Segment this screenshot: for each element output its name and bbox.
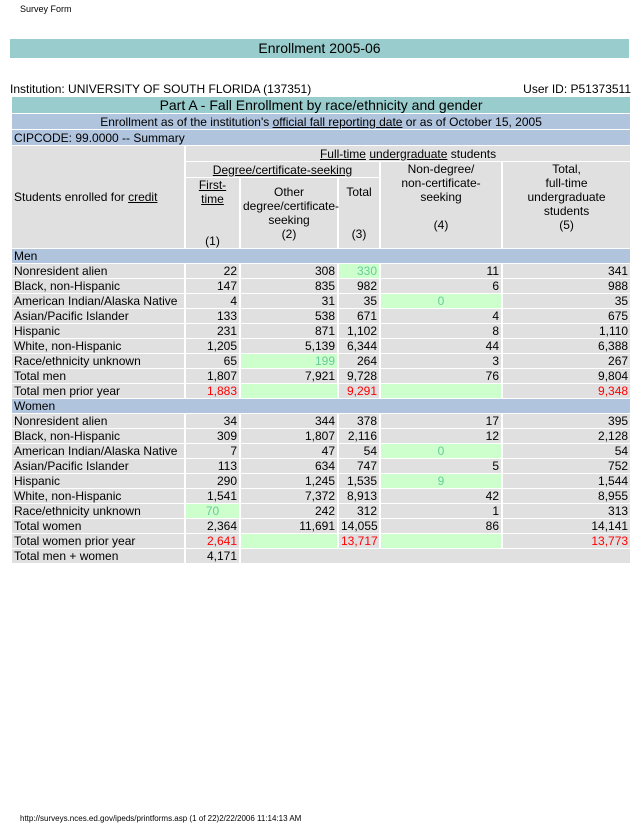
row-label: Asian/Pacific Islander bbox=[12, 459, 184, 473]
first-time-cell: 70 bbox=[186, 504, 239, 518]
grand-total-cell: 313 bbox=[503, 504, 630, 518]
other-cell-empty bbox=[241, 534, 337, 548]
tot-line3: undergraduate students bbox=[527, 190, 606, 218]
grand-total-cell: 8,955 bbox=[503, 489, 630, 503]
grand-total-cell: 341 bbox=[503, 264, 630, 278]
total-cell: 35 bbox=[339, 294, 379, 308]
row-label: Race/ethnicity unknown bbox=[12, 504, 184, 518]
first-time-cell: 4,171 bbox=[186, 549, 239, 563]
nondegree-cell: 5 bbox=[381, 459, 501, 473]
degree-seeking-link[interactable]: Degree/certificate-seeking bbox=[212, 162, 353, 177]
table-row bbox=[12, 429, 630, 443]
row-label: Total men prior year bbox=[12, 384, 184, 398]
nondegree-cell: 44 bbox=[381, 339, 501, 353]
enrollment-table bbox=[10, 96, 632, 564]
fulltime-header bbox=[186, 146, 630, 161]
nondegree-cell: 8 bbox=[381, 324, 501, 338]
institution-line bbox=[10, 82, 631, 96]
nondegree-cell: 0 bbox=[381, 294, 501, 308]
total-cell: 330 bbox=[339, 264, 379, 278]
row-label: Total women bbox=[12, 519, 184, 533]
table-row bbox=[12, 264, 630, 278]
grand-total-cell: 9,804 bbox=[503, 369, 630, 383]
first-time-cell: 113 bbox=[186, 459, 239, 473]
grand-total-cell: 14,141 bbox=[503, 519, 630, 533]
other-cell: 11,691 bbox=[241, 519, 337, 533]
fulltime-link[interactable]: Full-time bbox=[319, 146, 366, 161]
undergraduate-link[interactable]: undergraduate bbox=[369, 146, 448, 161]
total-cell: 9,728 bbox=[339, 369, 379, 383]
other-cell: 242 bbox=[241, 504, 337, 518]
grand-total-cell: 35 bbox=[503, 294, 630, 308]
grand-total-cell: 267 bbox=[503, 354, 630, 368]
table-row bbox=[12, 369, 630, 383]
table-row bbox=[12, 294, 630, 308]
table-row bbox=[12, 279, 630, 293]
total-cell: 378 bbox=[339, 414, 379, 428]
first-time-cell: 309 bbox=[186, 429, 239, 443]
nondegree-cell: 42 bbox=[381, 489, 501, 503]
prior-year-row bbox=[12, 534, 630, 548]
first-time-cell: 7 bbox=[186, 444, 239, 458]
col3-number: (3) bbox=[351, 227, 367, 241]
grand-total-cell: 54 bbox=[503, 444, 630, 458]
other-cell: 308 bbox=[241, 264, 337, 278]
nondegree-cell: 11 bbox=[381, 264, 501, 278]
page-footer-url: http://surveys.nces.ed.gov/ipeds/printforms.asp (1 of 22)2/22/2006 11:14:13 AM bbox=[20, 814, 302, 823]
nondegree-cell-empty bbox=[381, 534, 501, 548]
grand-total-cell: 752 bbox=[503, 459, 630, 473]
prior-year-row bbox=[12, 384, 630, 398]
nondegree-cell: 86 bbox=[381, 519, 501, 533]
banner-title: Enrollment 2005-06 bbox=[10, 39, 629, 58]
other-cell: 871 bbox=[241, 324, 337, 338]
total-cell: 312 bbox=[339, 504, 379, 518]
row-label: White, non-Hispanic bbox=[12, 489, 184, 503]
table-row bbox=[12, 489, 630, 503]
other-cell: 1,245 bbox=[241, 474, 337, 488]
total-cell: 1,535 bbox=[339, 474, 379, 488]
total-cell: 14,055 bbox=[341, 519, 378, 533]
reporting-subtitle bbox=[12, 114, 630, 129]
other-cell: 47 bbox=[241, 444, 337, 458]
first-time-cell: 22 bbox=[186, 264, 239, 278]
row-label: Hispanic bbox=[12, 324, 184, 338]
other-cell: 634 bbox=[241, 459, 337, 473]
total-cell: 8,913 bbox=[339, 489, 379, 503]
total-header bbox=[339, 178, 379, 248]
subtitle-pre: Enrollment as of the institution's bbox=[100, 114, 273, 129]
other-cell: 538 bbox=[241, 309, 337, 323]
table-row bbox=[12, 414, 630, 428]
other-cell: 835 bbox=[241, 279, 337, 293]
row-label: Black, non-Hispanic bbox=[12, 279, 184, 293]
table-row bbox=[12, 459, 630, 473]
total-cell: 6,344 bbox=[339, 339, 379, 353]
cipcode: CIPCODE: 99.0000 -- Summary bbox=[12, 130, 630, 145]
col2-number: (2) bbox=[281, 227, 297, 241]
other-cell: 5,139 bbox=[241, 339, 337, 353]
first-time-cell: 231 bbox=[186, 324, 239, 338]
grand-total-cell: 6,388 bbox=[503, 339, 630, 353]
total-cell: 13,717 bbox=[341, 534, 378, 548]
user-id: User ID: P51373511 bbox=[523, 82, 631, 96]
nondegree-header bbox=[381, 162, 501, 248]
total-cell: 9,291 bbox=[339, 384, 379, 398]
other-line2: degree/certificate- bbox=[243, 199, 340, 213]
first-time-cell: 65 bbox=[186, 354, 239, 368]
table-row bbox=[12, 339, 630, 353]
nondegree-cell: 6 bbox=[381, 279, 501, 293]
row-label: Hispanic bbox=[12, 474, 184, 488]
grand-total-cell: 675 bbox=[503, 309, 630, 323]
nondegree-cell: 0 bbox=[381, 444, 501, 458]
tot-line1: Total, bbox=[552, 162, 581, 176]
section-women: Women bbox=[12, 399, 630, 413]
other-cell: 199 bbox=[241, 354, 337, 368]
total-cell: 671 bbox=[339, 309, 379, 323]
subtitle-post: or as of October 15, 2005 bbox=[402, 114, 542, 129]
institution-name: Institution: UNIVERSITY OF SOUTH FLORIDA (137351) bbox=[10, 82, 312, 96]
total-label: Total bbox=[346, 185, 372, 199]
total-cell: 2,116 bbox=[339, 429, 379, 443]
row-label: Total women prior year bbox=[12, 534, 184, 548]
other-cell-empty bbox=[241, 384, 337, 398]
nondeg-line1: Non-degree/ bbox=[407, 162, 475, 176]
first-time-cell: 1,807 bbox=[186, 369, 239, 383]
part-a-title: Part A - Fall Enrollment by race/ethnicity and gender bbox=[12, 97, 630, 113]
nondegree-cell: 17 bbox=[381, 414, 501, 428]
total-cell: 1,102 bbox=[339, 324, 379, 338]
fulltime-suffix: students bbox=[447, 146, 497, 161]
grand-total-cell: 2,128 bbox=[503, 429, 630, 443]
nondegree-cell-empty bbox=[381, 384, 501, 398]
other-line1: Other bbox=[273, 185, 304, 199]
nondeg-line2: non-certificate-seeking bbox=[401, 176, 481, 204]
total-cell: 54 bbox=[339, 444, 379, 458]
section-men: Men bbox=[12, 249, 630, 263]
students-enrolled-header bbox=[12, 146, 184, 248]
official-date-link[interactable]: official fall reporting date bbox=[272, 114, 403, 129]
col1-number: (1) bbox=[205, 234, 220, 248]
other-cell: 344 bbox=[241, 414, 337, 428]
other-degree-header bbox=[241, 178, 340, 248]
first-time-cell: 2,641 bbox=[186, 534, 239, 548]
grand-total-cell: 988 bbox=[503, 279, 630, 293]
grand-total-header bbox=[503, 162, 630, 248]
other-cell: 7,921 bbox=[241, 369, 337, 383]
first-time-header bbox=[186, 178, 239, 248]
students-pre: Students enrolled for bbox=[14, 190, 129, 204]
first-time-cell: 34 bbox=[186, 414, 239, 428]
table-row bbox=[12, 519, 630, 533]
empty-cell bbox=[241, 549, 630, 563]
first-time-cell: 290 bbox=[186, 474, 239, 488]
credit-link[interactable]: credit bbox=[128, 190, 158, 204]
first-time-cell: 133 bbox=[186, 309, 239, 323]
row-label: American Indian/Alaska Native bbox=[12, 294, 184, 308]
row-label: Race/ethnicity unknown bbox=[12, 354, 184, 368]
nondegree-cell: 12 bbox=[381, 429, 501, 443]
total-cell: 982 bbox=[339, 279, 379, 293]
grand-total-cell: 1,544 bbox=[503, 474, 630, 488]
tot-line2: full-time bbox=[545, 176, 588, 190]
table-row bbox=[12, 444, 630, 458]
row-label: Total men + women bbox=[12, 549, 184, 563]
table-row bbox=[12, 324, 630, 338]
row-label: Black, non-Hispanic bbox=[12, 429, 184, 443]
other-cell: 31 bbox=[241, 294, 337, 308]
table-row bbox=[12, 504, 630, 518]
degree-seeking-header bbox=[186, 162, 379, 177]
other-cell: 1,807 bbox=[241, 429, 337, 443]
row-label: Nonresident alien bbox=[12, 414, 184, 428]
browser-title: Survey Form bbox=[20, 4, 72, 14]
first-time-link[interactable]: First-time bbox=[198, 178, 227, 206]
grand-total-cell: 9,348 bbox=[503, 384, 630, 398]
total-cell: 747 bbox=[339, 459, 379, 473]
nondegree-cell: 3 bbox=[381, 354, 501, 368]
col5-number: (5) bbox=[559, 218, 574, 232]
first-time-cell: 2,364 bbox=[186, 519, 239, 533]
first-time-cell: 147 bbox=[186, 279, 239, 293]
table-row bbox=[12, 354, 630, 368]
row-label: White, non-Hispanic bbox=[12, 339, 184, 353]
nondegree-cell: 76 bbox=[381, 369, 501, 383]
other-cell: 7,372 bbox=[241, 489, 337, 503]
first-time-cell: 4 bbox=[186, 294, 239, 308]
other-line3: seeking bbox=[268, 213, 310, 227]
nondegree-cell: 9 bbox=[381, 474, 501, 488]
row-label: Asian/Pacific Islander bbox=[12, 309, 184, 323]
table-row bbox=[12, 309, 630, 323]
first-time-cell: 1,205 bbox=[186, 339, 239, 353]
grand-total-cell: 13,773 bbox=[503, 534, 630, 548]
grand-total-cell: 395 bbox=[503, 414, 630, 428]
first-time-cell: 1,541 bbox=[186, 489, 239, 503]
total-cell: 264 bbox=[339, 354, 379, 368]
total-men-women-row bbox=[12, 549, 630, 563]
grand-total-cell: 1,110 bbox=[503, 324, 630, 338]
col4-number: (4) bbox=[433, 218, 449, 232]
nondegree-cell: 4 bbox=[381, 309, 501, 323]
nondegree-cell: 1 bbox=[381, 504, 501, 518]
row-label: Nonresident alien bbox=[12, 264, 184, 278]
first-time-cell: 1,883 bbox=[186, 384, 239, 398]
table-row bbox=[12, 474, 630, 488]
row-label: American Indian/Alaska Native bbox=[12, 444, 184, 458]
row-label: Total men bbox=[12, 369, 184, 383]
